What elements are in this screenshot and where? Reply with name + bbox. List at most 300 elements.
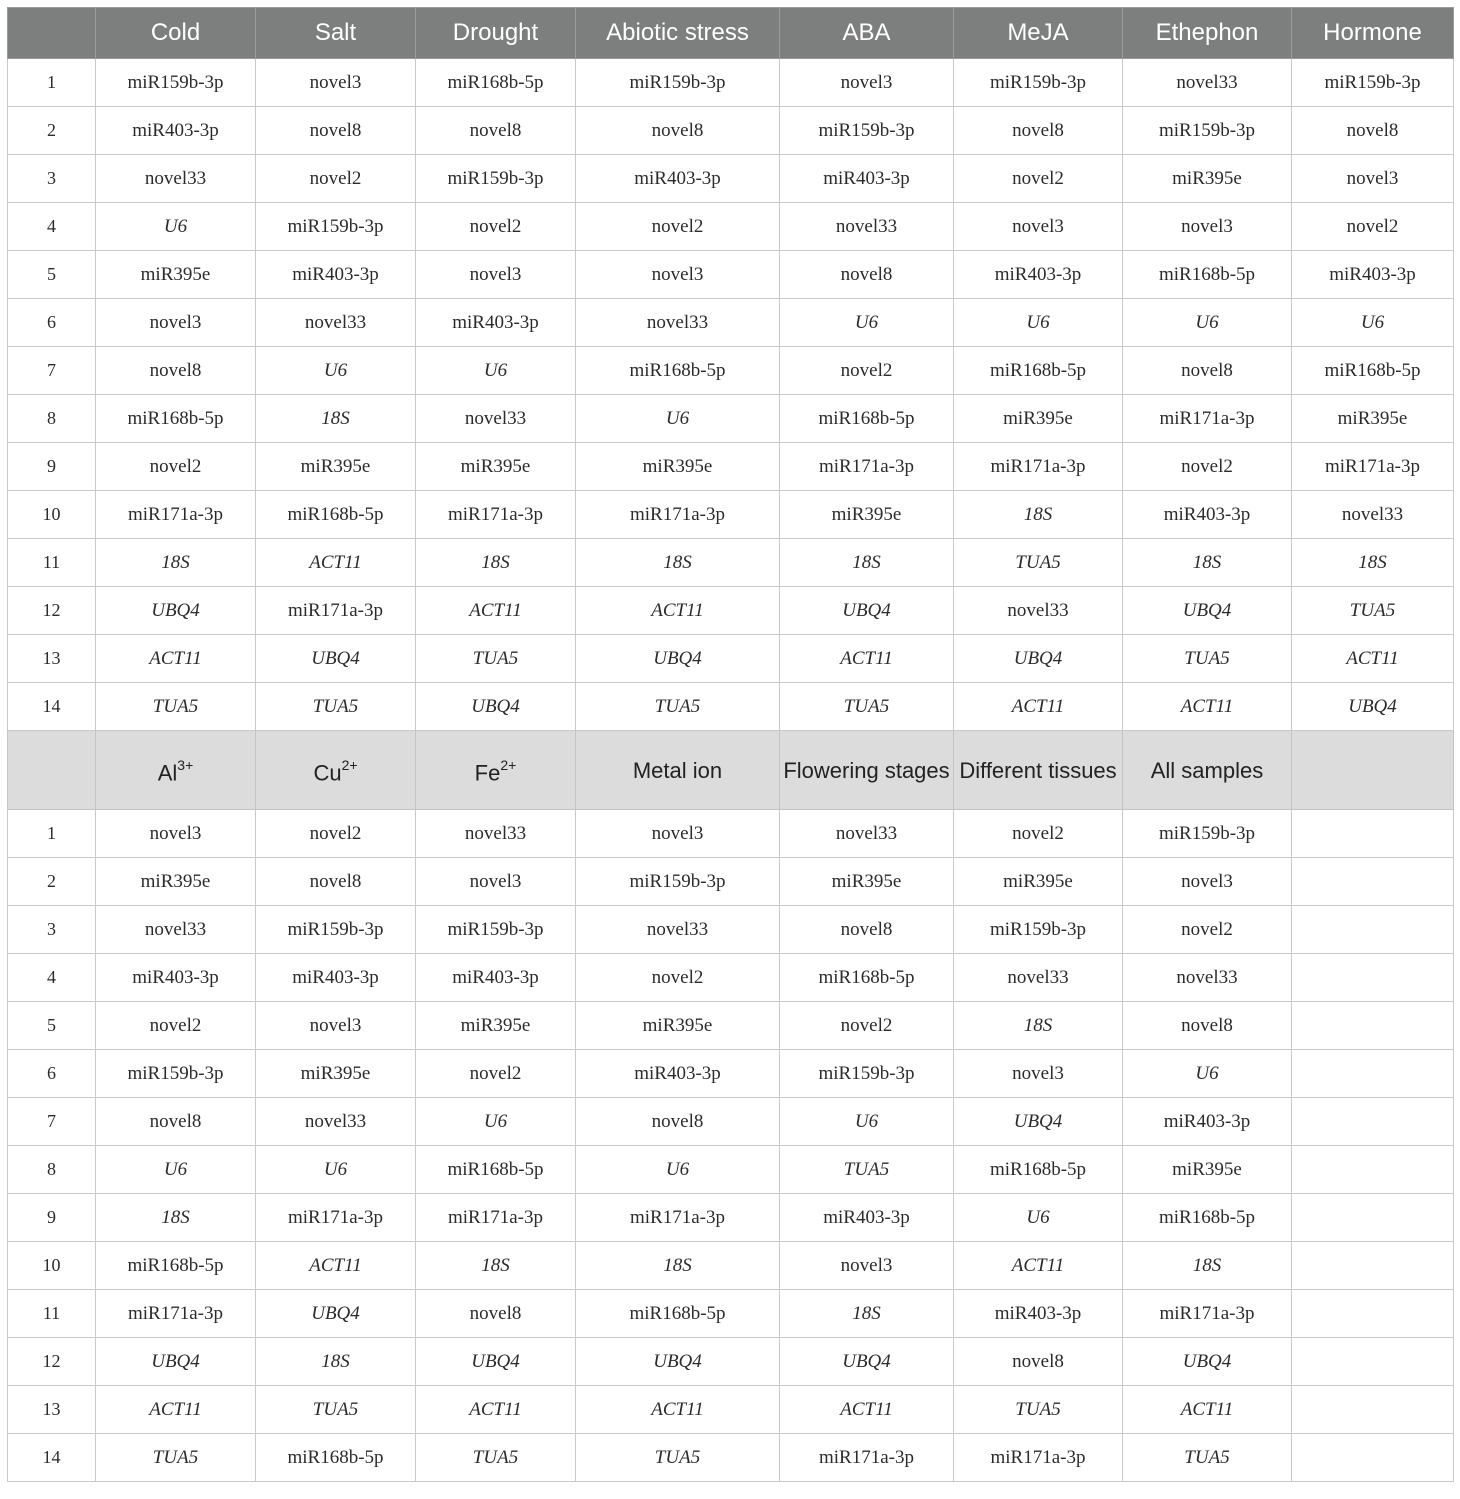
gene-cell: U6 — [954, 1194, 1123, 1242]
gene-cell: U6 — [576, 1146, 780, 1194]
gene-cell: novel2 — [780, 1002, 954, 1050]
gene-cell: U6 — [1292, 299, 1454, 347]
rank-cell: 14 — [8, 683, 96, 731]
gene-cell: novel8 — [1292, 107, 1454, 155]
gene-cell — [1292, 906, 1454, 954]
gene-cell — [1292, 954, 1454, 1002]
gene-cell: UBQ4 — [256, 1290, 416, 1338]
gene-cell: novel2 — [1123, 906, 1292, 954]
gene-cell: ACT11 — [954, 1242, 1123, 1290]
gene-cell: miR159b-3p — [1123, 107, 1292, 155]
rank-cell: 13 — [8, 635, 96, 683]
ion-charge-superscript: 3+ — [177, 756, 194, 773]
gene-cell: miR168b-5p — [1123, 251, 1292, 299]
gene-cell: miR395e — [780, 858, 954, 906]
gene-cell: U6 — [96, 203, 256, 251]
gene-cell: 18S — [256, 1338, 416, 1386]
gene-cell: 18S — [416, 539, 576, 587]
rank-cell: 11 — [8, 1290, 96, 1338]
column-header: Abiotic stress — [576, 8, 780, 59]
gene-cell: novel3 — [1292, 155, 1454, 203]
rank-cell: 5 — [8, 251, 96, 299]
gene-cell: novel3 — [256, 59, 416, 107]
gene-cell: novel2 — [1292, 203, 1454, 251]
gene-cell: TUA5 — [416, 635, 576, 683]
gene-cell: miR395e — [416, 1002, 576, 1050]
gene-cell: ACT11 — [256, 1242, 416, 1290]
gene-cell: miR159b-3p — [416, 906, 576, 954]
table-row — [8, 1386, 1454, 1434]
gene-cell: miR168b-5p — [954, 1146, 1123, 1194]
gene-cell: miR168b-5p — [1292, 347, 1454, 395]
gene-cell: miR395e — [954, 858, 1123, 906]
column-header — [1292, 731, 1454, 810]
gene-cell: miR403-3p — [576, 1050, 780, 1098]
gene-cell: novel8 — [256, 107, 416, 155]
gene-cell: UBQ4 — [780, 1338, 954, 1386]
gene-cell: ACT11 — [780, 1386, 954, 1434]
gene-cell: miR171a-3p — [96, 491, 256, 539]
rank-cell: 9 — [8, 1194, 96, 1242]
gene-cell: UBQ4 — [954, 635, 1123, 683]
gene-cell: novel33 — [780, 203, 954, 251]
column-header — [780, 731, 954, 810]
column-header: Salt — [256, 8, 416, 59]
gene-cell: miR159b-3p — [1123, 810, 1292, 858]
table-row — [8, 1146, 1454, 1194]
table-row — [8, 491, 1454, 539]
gene-cell: novel3 — [576, 251, 780, 299]
column-header-text: Metal ion — [632, 757, 723, 783]
gene-cell: novel8 — [416, 1290, 576, 1338]
rank-cell: 10 — [8, 1242, 96, 1290]
gene-cell: novel8 — [1123, 347, 1292, 395]
gene-cell: novel8 — [576, 1098, 780, 1146]
gene-cell: novel2 — [96, 1002, 256, 1050]
table-row — [8, 810, 1454, 858]
column-header-text: Al — [157, 760, 178, 786]
gene-cell: miR168b-5p — [96, 1242, 256, 1290]
column-header-text: All samples — [1150, 757, 1264, 783]
gene-cell: ACT11 — [96, 1386, 256, 1434]
gene-cell: miR403-3p — [1292, 251, 1454, 299]
gene-cell: miR159b-3p — [954, 59, 1123, 107]
column-header: Cold — [96, 8, 256, 59]
gene-cell — [1292, 1434, 1454, 1482]
gene-cell — [1292, 1290, 1454, 1338]
gene-cell — [1292, 1242, 1454, 1290]
column-header — [8, 731, 96, 810]
gene-cell — [1292, 1002, 1454, 1050]
table-row — [8, 1242, 1454, 1290]
gene-cell: 18S — [256, 395, 416, 443]
gene-cell: novel8 — [576, 107, 780, 155]
gene-cell: novel3 — [1123, 203, 1292, 251]
gene-cell: miR159b-3p — [780, 107, 954, 155]
gene-cell: novel33 — [96, 155, 256, 203]
gene-cell: miR171a-3p — [1123, 1290, 1292, 1338]
gene-cell — [1292, 1098, 1454, 1146]
gene-cell: novel2 — [954, 155, 1123, 203]
table-row — [8, 906, 1454, 954]
gene-cell: miR395e — [416, 443, 576, 491]
table-row — [8, 203, 1454, 251]
gene-cell: miR403-3p — [576, 155, 780, 203]
gene-cell: miR403-3p — [96, 954, 256, 1002]
gene-cell: miR403-3p — [780, 155, 954, 203]
gene-cell: novel33 — [416, 810, 576, 858]
gene-cell: U6 — [256, 347, 416, 395]
rank-cell: 8 — [8, 1146, 96, 1194]
gene-cell: UBQ4 — [416, 1338, 576, 1386]
gene-cell: novel8 — [96, 347, 256, 395]
table-row — [8, 155, 1454, 203]
gene-cell: novel33 — [780, 810, 954, 858]
gene-cell: novel8 — [954, 107, 1123, 155]
rank-cell: 1 — [8, 810, 96, 858]
gene-cell: miR403-3p — [780, 1194, 954, 1242]
gene-cell: U6 — [1123, 299, 1292, 347]
gene-cell: miR403-3p — [954, 251, 1123, 299]
gene-cell: UBQ4 — [576, 635, 780, 683]
gene-cell: miR395e — [1123, 155, 1292, 203]
gene-cell: 18S — [416, 1242, 576, 1290]
gene-cell — [1292, 1386, 1454, 1434]
column-header — [8, 8, 96, 59]
gene-cell: miR395e — [576, 1002, 780, 1050]
gene-cell: miR159b-3p — [96, 59, 256, 107]
rank-cell: 7 — [8, 1098, 96, 1146]
gene-cell: novel3 — [576, 810, 780, 858]
gene-cell: miR159b-3p — [416, 155, 576, 203]
column-header-text: Fe — [474, 760, 501, 786]
gene-cell: TUA5 — [256, 683, 416, 731]
column-header — [576, 731, 780, 810]
gene-cell: miR171a-3p — [954, 1434, 1123, 1482]
gene-cell: miR403-3p — [954, 1290, 1123, 1338]
gene-cell: TUA5 — [96, 1434, 256, 1482]
rank-cell: 14 — [8, 1434, 96, 1482]
gene-cell: novel3 — [1123, 858, 1292, 906]
rank-cell: 12 — [8, 1338, 96, 1386]
rank-cell: 7 — [8, 347, 96, 395]
gene-cell: miR168b-5p — [954, 347, 1123, 395]
gene-cell: 18S — [780, 539, 954, 587]
gene-cell: miR403-3p — [1123, 491, 1292, 539]
gene-cell: 18S — [576, 539, 780, 587]
gene-cell: miR171a-3p — [256, 587, 416, 635]
gene-cell: ACT11 — [96, 635, 256, 683]
gene-cell: U6 — [780, 1098, 954, 1146]
gene-cell: TUA5 — [780, 683, 954, 731]
column-header: Ethephon — [1123, 8, 1292, 59]
table-row — [8, 347, 1454, 395]
gene-cell: miR159b-3p — [954, 906, 1123, 954]
table-row — [8, 395, 1454, 443]
table-row — [8, 539, 1454, 587]
column-header — [96, 731, 256, 810]
table-row — [8, 1434, 1454, 1482]
gene-cell: UBQ4 — [780, 587, 954, 635]
gene-cell: miR171a-3p — [96, 1290, 256, 1338]
gene-cell: novel33 — [256, 299, 416, 347]
column-header — [256, 731, 416, 810]
table-row — [8, 954, 1454, 1002]
gene-cell: miR159b-3p — [256, 203, 416, 251]
gene-cell: 18S — [954, 1002, 1123, 1050]
gene-cell: 18S — [96, 539, 256, 587]
table-row — [8, 1050, 1454, 1098]
gene-cell: ACT11 — [576, 1386, 780, 1434]
gene-cell: UBQ4 — [954, 1098, 1123, 1146]
gene-cell: TUA5 — [1292, 587, 1454, 635]
gene-cell: novel3 — [256, 1002, 416, 1050]
gene-cell: TUA5 — [576, 1434, 780, 1482]
gene-cell: ACT11 — [256, 539, 416, 587]
gene-cell: TUA5 — [256, 1386, 416, 1434]
gene-cell: UBQ4 — [256, 635, 416, 683]
gene-cell: miR395e — [954, 395, 1123, 443]
gene-cell: novel33 — [1123, 59, 1292, 107]
table-body — [8, 8, 1454, 1482]
gene-cell — [1292, 1338, 1454, 1386]
column-header-text: Flowering stages — [783, 757, 950, 783]
column-header — [1123, 731, 1292, 810]
gene-cell — [1292, 1050, 1454, 1098]
gene-cell — [1292, 810, 1454, 858]
gene-cell: UBQ4 — [1292, 683, 1454, 731]
gene-cell: novel2 — [954, 810, 1123, 858]
gene-cell: miR168b-5p — [416, 1146, 576, 1194]
gene-cell: novel33 — [96, 906, 256, 954]
gene-cell: novel8 — [256, 858, 416, 906]
gene-cell: U6 — [576, 395, 780, 443]
gene-cell: novel2 — [576, 954, 780, 1002]
gene-cell: 18S — [954, 491, 1123, 539]
gene-cell: miR403-3p — [256, 251, 416, 299]
ion-charge-superscript: 2+ — [341, 756, 358, 773]
gene-cell: TUA5 — [1123, 1434, 1292, 1482]
gene-cell: novel2 — [780, 347, 954, 395]
rank-cell: 11 — [8, 539, 96, 587]
gene-cell: U6 — [1123, 1050, 1292, 1098]
gene-cell: miR159b-3p — [780, 1050, 954, 1098]
gene-cell: TUA5 — [954, 539, 1123, 587]
gene-cell: novel3 — [416, 251, 576, 299]
gene-cell: miR171a-3p — [256, 1194, 416, 1242]
gene-cell: TUA5 — [780, 1146, 954, 1194]
gene-cell: 18S — [1123, 1242, 1292, 1290]
rank-cell: 9 — [8, 443, 96, 491]
gene-cell: novel33 — [416, 395, 576, 443]
rank-cell: 6 — [8, 1050, 96, 1098]
gene-cell: miR395e — [256, 1050, 416, 1098]
column-header: ABA — [780, 8, 954, 59]
table-row — [8, 443, 1454, 491]
column-header-text: Cu — [313, 760, 342, 786]
gene-cell: UBQ4 — [576, 1338, 780, 1386]
reference-gene-ranking-table — [7, 7, 1454, 1482]
gene-cell: 18S — [1292, 539, 1454, 587]
gene-cell: novel2 — [1123, 443, 1292, 491]
gene-cell: UBQ4 — [1123, 587, 1292, 635]
gene-cell: novel3 — [954, 203, 1123, 251]
gene-cell: miR171a-3p — [1123, 395, 1292, 443]
gene-cell: miR171a-3p — [416, 1194, 576, 1242]
gene-cell: miR395e — [256, 443, 416, 491]
gene-cell: 18S — [780, 1290, 954, 1338]
column-header: MeJA — [954, 8, 1123, 59]
gene-cell: miR159b-3p — [576, 59, 780, 107]
gene-cell: novel2 — [256, 155, 416, 203]
table-row — [8, 1290, 1454, 1338]
header-row — [8, 731, 1454, 810]
gene-cell: ACT11 — [780, 635, 954, 683]
gene-cell: novel8 — [96, 1098, 256, 1146]
gene-cell: miR168b-5p — [576, 1290, 780, 1338]
gene-cell: miR159b-3p — [576, 858, 780, 906]
gene-cell: miR168b-5p — [576, 347, 780, 395]
gene-cell: miR168b-5p — [256, 491, 416, 539]
gene-cell: novel3 — [416, 858, 576, 906]
header-row — [8, 8, 1454, 59]
table-row — [8, 587, 1454, 635]
gene-cell: miR395e — [1292, 395, 1454, 443]
gene-cell: U6 — [780, 299, 954, 347]
gene-cell: UBQ4 — [416, 683, 576, 731]
gene-cell: TUA5 — [954, 1386, 1123, 1434]
gene-cell: U6 — [416, 1098, 576, 1146]
gene-cell: miR395e — [780, 491, 954, 539]
gene-cell: miR159b-3p — [256, 906, 416, 954]
table-row — [8, 299, 1454, 347]
gene-cell: miR403-3p — [416, 299, 576, 347]
gene-cell — [1292, 1194, 1454, 1242]
gene-cell: novel33 — [576, 299, 780, 347]
gene-cell: novel3 — [96, 299, 256, 347]
gene-cell: miR395e — [576, 443, 780, 491]
gene-cell: novel8 — [416, 107, 576, 155]
gene-cell: miR171a-3p — [576, 1194, 780, 1242]
table-row — [8, 1098, 1454, 1146]
gene-cell: U6 — [96, 1146, 256, 1194]
gene-cell: miR403-3p — [416, 954, 576, 1002]
rank-cell: 2 — [8, 107, 96, 155]
gene-cell: ACT11 — [416, 1386, 576, 1434]
rank-cell: 8 — [8, 395, 96, 443]
gene-cell: ACT11 — [1123, 683, 1292, 731]
gene-cell: novel2 — [576, 203, 780, 251]
gene-cell: novel2 — [96, 443, 256, 491]
gene-cell: novel2 — [256, 810, 416, 858]
table-row — [8, 1002, 1454, 1050]
gene-cell: novel8 — [1123, 1002, 1292, 1050]
gene-cell: miR395e — [96, 251, 256, 299]
gene-cell: U6 — [416, 347, 576, 395]
gene-cell: TUA5 — [416, 1434, 576, 1482]
rank-cell: 4 — [8, 954, 96, 1002]
column-header — [416, 731, 576, 810]
gene-cell: ACT11 — [954, 683, 1123, 731]
gene-cell: ACT11 — [576, 587, 780, 635]
gene-cell: novel3 — [954, 1050, 1123, 1098]
gene-cell: novel3 — [780, 1242, 954, 1290]
table-row — [8, 1194, 1454, 1242]
gene-cell: ACT11 — [1292, 635, 1454, 683]
gene-cell: 18S — [96, 1194, 256, 1242]
gene-cell: miR403-3p — [96, 107, 256, 155]
gene-cell: miR171a-3p — [780, 1434, 954, 1482]
gene-cell: novel33 — [576, 906, 780, 954]
gene-cell: miR171a-3p — [576, 491, 780, 539]
column-header: Drought — [416, 8, 576, 59]
table-row — [8, 59, 1454, 107]
table-row — [8, 635, 1454, 683]
gene-cell: novel8 — [780, 906, 954, 954]
rank-cell: 3 — [8, 906, 96, 954]
gene-cell — [1292, 1146, 1454, 1194]
rank-cell: 3 — [8, 155, 96, 203]
gene-cell: miR159b-3p — [96, 1050, 256, 1098]
table-row — [8, 858, 1454, 906]
gene-cell: miR168b-5p — [780, 395, 954, 443]
table-row — [8, 1338, 1454, 1386]
rank-cell: 13 — [8, 1386, 96, 1434]
rank-cell: 2 — [8, 858, 96, 906]
gene-cell: miR168b-5p — [416, 59, 576, 107]
gene-cell: miR171a-3p — [954, 443, 1123, 491]
gene-cell: miR168b-5p — [256, 1434, 416, 1482]
gene-cell: U6 — [954, 299, 1123, 347]
gene-cell: miR168b-5p — [1123, 1194, 1292, 1242]
gene-cell: 18S — [576, 1242, 780, 1290]
gene-cell: novel8 — [954, 1338, 1123, 1386]
table-row — [8, 251, 1454, 299]
ion-charge-superscript: 2+ — [500, 756, 517, 773]
gene-cell: miR403-3p — [256, 954, 416, 1002]
gene-cell: ACT11 — [416, 587, 576, 635]
gene-cell: TUA5 — [576, 683, 780, 731]
gene-cell: novel3 — [96, 810, 256, 858]
gene-cell: novel3 — [780, 59, 954, 107]
gene-cell: novel33 — [954, 587, 1123, 635]
gene-cell: novel8 — [780, 251, 954, 299]
gene-cell: miR395e — [1123, 1146, 1292, 1194]
column-header — [954, 731, 1123, 810]
gene-cell — [1292, 858, 1454, 906]
gene-cell: novel33 — [256, 1098, 416, 1146]
gene-cell: miR168b-5p — [96, 395, 256, 443]
gene-cell: miR168b-5p — [780, 954, 954, 1002]
gene-cell: UBQ4 — [96, 1338, 256, 1386]
column-header: Hormone — [1292, 8, 1454, 59]
gene-cell: miR159b-3p — [1292, 59, 1454, 107]
gene-cell: miR395e — [96, 858, 256, 906]
gene-cell: U6 — [256, 1146, 416, 1194]
gene-cell: miR171a-3p — [416, 491, 576, 539]
gene-cell: novel33 — [1123, 954, 1292, 1002]
gene-cell: UBQ4 — [96, 587, 256, 635]
gene-cell: TUA5 — [96, 683, 256, 731]
table-row — [8, 683, 1454, 731]
column-header-text: Different tissues — [959, 757, 1117, 783]
gene-cell: miR403-3p — [1123, 1098, 1292, 1146]
gene-cell: novel33 — [954, 954, 1123, 1002]
rank-cell: 10 — [8, 491, 96, 539]
rank-cell: 12 — [8, 587, 96, 635]
gene-cell: novel2 — [416, 1050, 576, 1098]
rank-cell: 1 — [8, 59, 96, 107]
